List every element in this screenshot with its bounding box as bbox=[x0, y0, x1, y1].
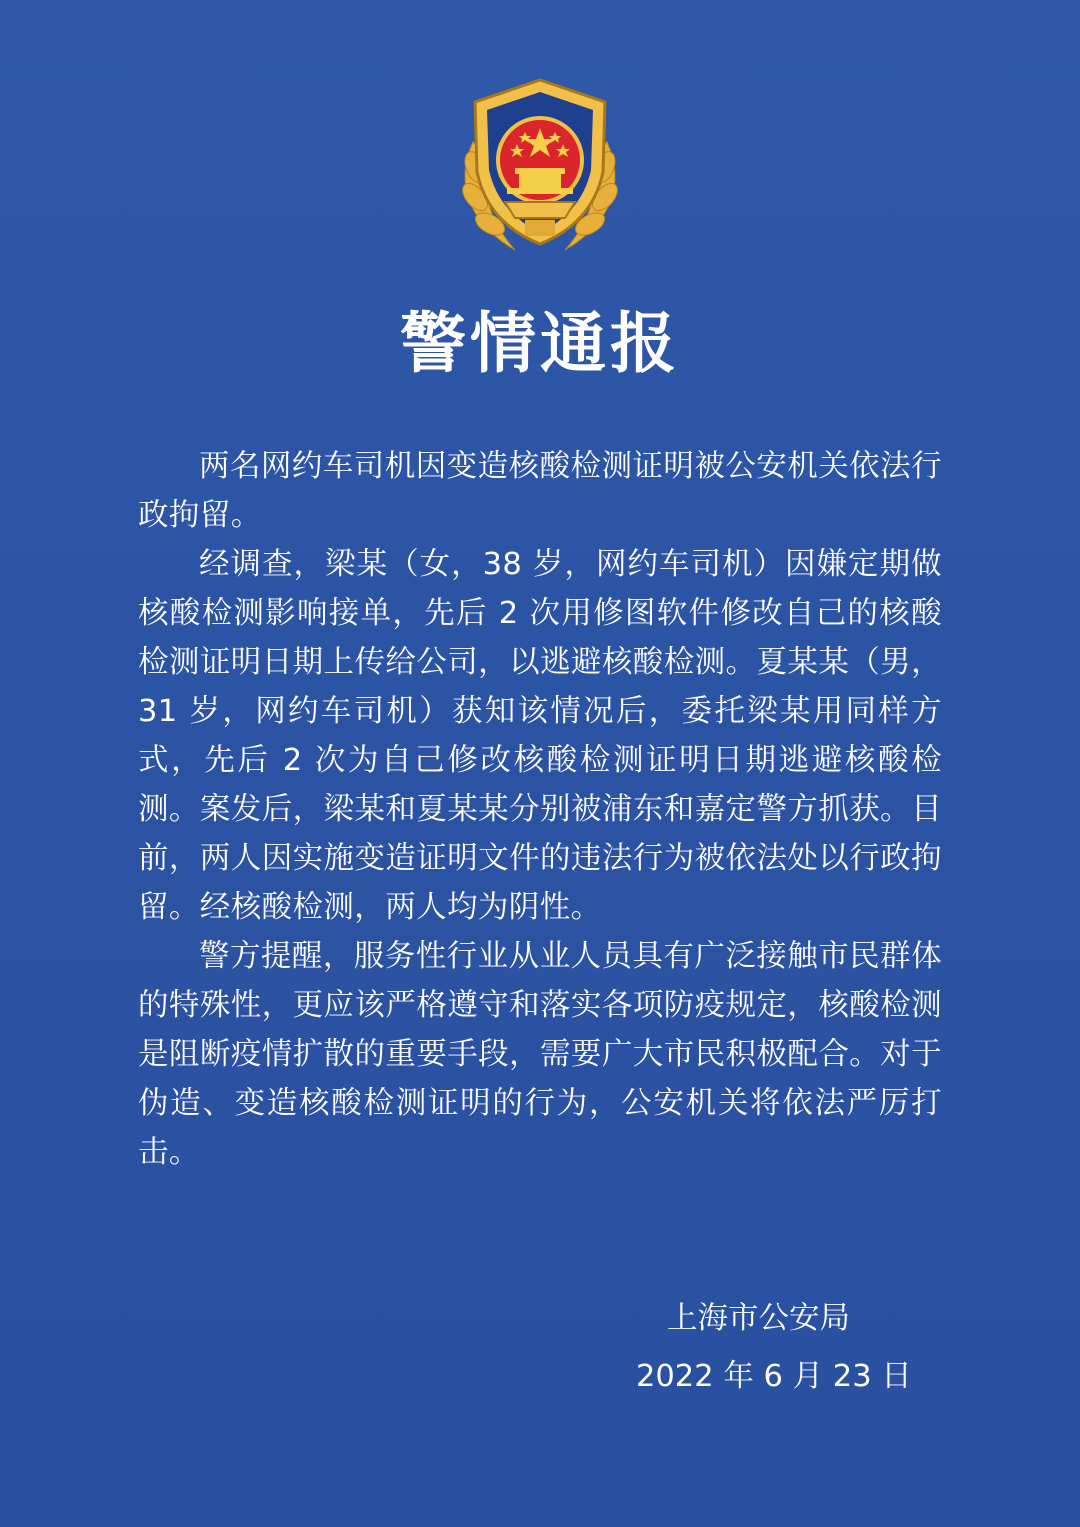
paragraph-reminder: 警方提醒，服务性行业从业人员具有广泛接触市民群体的特殊性，更应该严格遵守和落实各项防疫规定，核酸检测是阻断疫情扩散的重要手段，需要广大市民积极配合。对于伪造、变造核酸检测证明的行为，公安机关将依法严厉打击。 bbox=[138, 939, 942, 1170]
paragraph-investigation: 经调查，梁某（女，38 岁，网约车司机）因嫌定期做核酸检测影响接单，先后 2 次用修图软件修改自己的核酸检测证明日期上传给公司，以逃避核酸检测。夏某某（男，31 岁，网约车司机）获知该情况后，委托梁某用同样方式，先后 2 次为自己修改核酸检测证明日期逃避核酸检测。案发后，梁某和夏某某分别被浦东和嘉定警方抓获。目前，两人因实施变造证明文件的违法行为被依法处以行政拘留。经核酸检测，两人均为阴性。 bbox=[138, 547, 942, 925]
paragraph-summary: 两名网约车司机因变造核酸检测证明被公安机关依法行政拘留。 bbox=[138, 449, 942, 533]
police-emblem-icon bbox=[445, 72, 635, 262]
signature-date: 2022 年 6 月 23 日 bbox=[636, 1359, 912, 1394]
page-title: 警情通报 bbox=[400, 305, 680, 382]
notice-body bbox=[138, 442, 942, 1177]
signature-organization: 上海市公安局 bbox=[667, 1301, 850, 1336]
